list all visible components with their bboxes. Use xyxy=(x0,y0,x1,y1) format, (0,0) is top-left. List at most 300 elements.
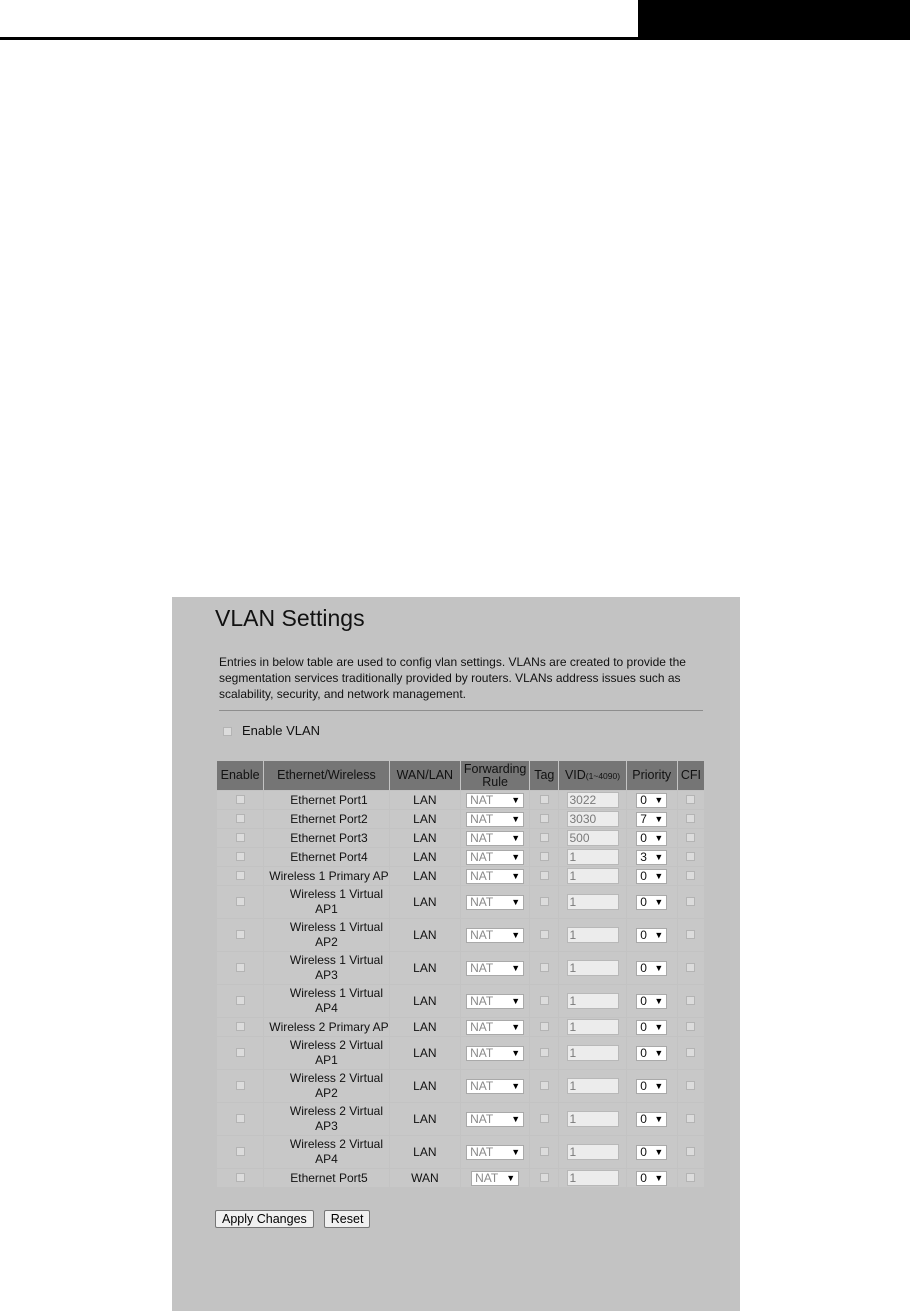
vid-input[interactable]: 1 xyxy=(567,1144,619,1160)
wan-lan-value: LAN xyxy=(390,1037,460,1069)
cfi-cell xyxy=(678,919,704,951)
enable-cell xyxy=(217,1169,263,1187)
table-row xyxy=(217,952,704,984)
port-name-line1: Wireless 1 Virtual xyxy=(289,986,384,1000)
priority-cell xyxy=(627,952,677,984)
vid-cell xyxy=(559,1037,625,1069)
forwarding-rule-value: NAT xyxy=(470,868,494,883)
vid-cell xyxy=(559,1103,625,1135)
forwarding-rule-value: NAT xyxy=(470,1045,494,1060)
forwarding-rule-select[interactable] xyxy=(466,1020,524,1035)
wan-lan-value: LAN xyxy=(390,1070,460,1102)
port-name: Ethernet Port3 xyxy=(264,829,389,847)
priority-select[interactable] xyxy=(636,1171,667,1186)
row-enable-checkbox[interactable] xyxy=(236,930,245,939)
forwarding-rule-value: NAT xyxy=(470,849,494,864)
col-wan-lan-header: WAN/LAN xyxy=(390,761,460,790)
col-cfi-header: CFI xyxy=(678,761,704,790)
tag-cell xyxy=(530,952,558,984)
priority-value: 0 xyxy=(640,894,647,909)
port-name-line2: AP3 xyxy=(315,1119,338,1133)
dropdown-arrow-icon: ▼ xyxy=(511,1080,521,1091)
forwarding-rule-select[interactable] xyxy=(466,812,524,827)
wan-lan-value: LAN xyxy=(390,1103,460,1135)
vid-input[interactable]: 1 xyxy=(567,1170,619,1186)
wan-lan-value: LAN xyxy=(390,791,460,809)
dropdown-arrow-icon: ▼ xyxy=(511,813,521,824)
port-name xyxy=(264,985,389,1017)
tag-checkbox[interactable] xyxy=(540,814,549,823)
row-enable-checkbox[interactable] xyxy=(236,814,245,823)
tag-cell xyxy=(530,886,558,918)
priority-cell xyxy=(627,1018,677,1036)
port-name-line2: AP4 xyxy=(315,1152,338,1166)
dropdown-arrow-icon: ▼ xyxy=(654,1172,664,1183)
forwarding-cell xyxy=(461,810,529,828)
table-row xyxy=(217,1070,704,1102)
forwarding-rule-select[interactable] xyxy=(466,961,524,976)
dropdown-arrow-icon: ▼ xyxy=(654,1080,664,1091)
table-header-row xyxy=(217,761,704,790)
page-title: VLAN Settings xyxy=(215,605,365,631)
dropdown-arrow-icon: ▼ xyxy=(511,929,521,940)
dropdown-arrow-icon: ▼ xyxy=(506,1172,516,1183)
priority-select[interactable] xyxy=(636,812,667,827)
vid-cell xyxy=(559,919,625,951)
vid-cell xyxy=(559,848,625,866)
tag-checkbox[interactable] xyxy=(540,1173,549,1182)
forwarding-cell xyxy=(461,791,529,809)
enable-cell xyxy=(217,1103,263,1135)
vid-input[interactable]: 3022 xyxy=(567,792,619,808)
cfi-cell xyxy=(678,1169,704,1187)
cfi-cell xyxy=(678,810,704,828)
tag-checkbox[interactable] xyxy=(540,795,549,804)
dropdown-arrow-icon: ▼ xyxy=(511,962,521,973)
port-name-line2: AP2 xyxy=(315,935,338,949)
vid-input[interactable]: 1 xyxy=(567,927,619,943)
forwarding-rule-value: NAT xyxy=(470,927,494,942)
dropdown-arrow-icon: ▼ xyxy=(654,794,664,805)
tag-cell xyxy=(530,1070,558,1102)
dropdown-arrow-icon: ▼ xyxy=(511,995,521,1006)
table-row xyxy=(217,829,704,847)
forwarding-rule-value: NAT xyxy=(470,1078,494,1093)
table-row xyxy=(217,1103,704,1135)
port-name: Ethernet Port2 xyxy=(264,810,389,828)
header-rule xyxy=(0,37,910,40)
forwarding-rule-select[interactable] xyxy=(466,928,524,943)
vid-input[interactable]: 500 xyxy=(567,830,619,846)
priority-value: 0 xyxy=(640,1111,647,1126)
forwarding-rule-value: NAT xyxy=(470,1019,494,1034)
vid-cell xyxy=(559,867,625,885)
cfi-cell xyxy=(678,1037,704,1069)
enable-cell xyxy=(217,848,263,866)
cfi-checkbox[interactable] xyxy=(686,897,695,906)
forwarding-rule-value: NAT xyxy=(470,960,494,975)
reset-button[interactable]: Reset xyxy=(324,1210,371,1228)
forwarding-rule-select[interactable] xyxy=(466,793,524,808)
priority-select[interactable] xyxy=(636,1020,667,1035)
forwarding-cell xyxy=(461,1169,529,1187)
forwarding-rule-value: NAT xyxy=(470,993,494,1008)
wan-lan-value: LAN xyxy=(390,810,460,828)
priority-select[interactable] xyxy=(636,928,667,943)
header-black-block xyxy=(638,0,910,39)
cfi-cell xyxy=(678,1018,704,1036)
row-enable-checkbox[interactable] xyxy=(236,996,245,1005)
vid-input[interactable]: 1 xyxy=(567,868,619,884)
cfi-checkbox[interactable] xyxy=(686,852,695,861)
enable-vlan-checkbox[interactable] xyxy=(223,727,232,736)
table-row xyxy=(217,848,704,866)
enable-cell xyxy=(217,867,263,885)
vid-cell xyxy=(559,791,625,809)
priority-select[interactable] xyxy=(636,869,667,884)
port-name-line1: Wireless 1 Virtual xyxy=(289,953,384,967)
forwarding-cell xyxy=(461,1018,529,1036)
row-enable-checkbox[interactable] xyxy=(236,1081,245,1090)
forwarding-cell xyxy=(461,985,529,1017)
port-name xyxy=(264,1070,389,1102)
col-enable-header: Enable xyxy=(217,761,263,790)
enable-cell xyxy=(217,1070,263,1102)
priority-select[interactable] xyxy=(636,850,667,865)
port-name xyxy=(264,1136,389,1168)
priority-value: 0 xyxy=(640,1170,647,1185)
priority-cell xyxy=(627,867,677,885)
port-name: Wireless 1 Primary AP xyxy=(264,867,389,885)
enable-cell xyxy=(217,919,263,951)
dropdown-arrow-icon: ▼ xyxy=(654,995,664,1006)
row-enable-checkbox[interactable] xyxy=(236,1022,245,1031)
wan-lan-value: LAN xyxy=(390,886,460,918)
port-name xyxy=(264,1103,389,1135)
tag-checkbox[interactable] xyxy=(540,1147,549,1156)
enable-cell xyxy=(217,886,263,918)
table-row xyxy=(217,1018,704,1036)
tag-checkbox[interactable] xyxy=(540,897,549,906)
cfi-checkbox[interactable] xyxy=(686,1147,695,1156)
vid-cell xyxy=(559,1070,625,1102)
port-name-line1: Wireless 1 Virtual xyxy=(289,887,384,901)
priority-cell xyxy=(627,886,677,918)
forwarding-rule-value: NAT xyxy=(470,1144,494,1159)
tag-cell xyxy=(530,1037,558,1069)
vid-cell xyxy=(559,829,625,847)
port-name xyxy=(264,1037,389,1069)
vid-cell xyxy=(559,810,625,828)
vid-cell xyxy=(559,952,625,984)
port-name: Ethernet Port1 xyxy=(264,791,389,809)
forwarding-rule-select[interactable] xyxy=(466,850,524,865)
cfi-checkbox[interactable] xyxy=(686,1081,695,1090)
row-enable-checkbox[interactable] xyxy=(236,1173,245,1182)
priority-select[interactable] xyxy=(636,1145,667,1160)
dropdown-arrow-icon: ▼ xyxy=(511,896,521,907)
page-description: Entries in below table are used to config vlan settings. VLANs are created to provide the segmentation services traditionally provided by routers. VLANs address issues such as scalability, security, and network management. xyxy=(219,655,686,701)
vlan-table xyxy=(216,760,705,1188)
priority-cell xyxy=(627,810,677,828)
priority-value: 0 xyxy=(640,1144,647,1159)
row-enable-checkbox[interactable] xyxy=(236,897,245,906)
tag-checkbox[interactable] xyxy=(540,871,549,880)
tag-checkbox[interactable] xyxy=(540,930,549,939)
row-enable-checkbox[interactable] xyxy=(236,1147,245,1156)
tag-cell xyxy=(530,1169,558,1187)
priority-select[interactable] xyxy=(636,994,667,1009)
forwarding-rule-select[interactable] xyxy=(466,1079,524,1094)
priority-value: 0 xyxy=(640,927,647,942)
dropdown-arrow-icon: ▼ xyxy=(654,1047,664,1058)
wan-lan-value: LAN xyxy=(390,1018,460,1036)
vid-cell xyxy=(559,1136,625,1168)
dropdown-arrow-icon: ▼ xyxy=(511,794,521,805)
port-name-line1: Wireless 2 Virtual xyxy=(289,1071,384,1085)
cfi-cell xyxy=(678,952,704,984)
priority-select[interactable] xyxy=(636,1079,667,1094)
tag-checkbox[interactable] xyxy=(540,1114,549,1123)
priority-select[interactable] xyxy=(636,793,667,808)
tag-checkbox[interactable] xyxy=(540,1048,549,1057)
table-row xyxy=(217,867,704,885)
tag-checkbox[interactable] xyxy=(540,1022,549,1031)
cfi-cell xyxy=(678,886,704,918)
port-name-line2: AP1 xyxy=(315,902,338,916)
vid-input[interactable]: 1 xyxy=(567,1078,619,1094)
cfi-checkbox[interactable] xyxy=(686,1048,695,1057)
port-name-line2: AP1 xyxy=(315,1053,338,1067)
table-row xyxy=(217,919,704,951)
dropdown-arrow-icon: ▼ xyxy=(654,1146,664,1157)
priority-value: 0 xyxy=(640,792,647,807)
forwarding-cell xyxy=(461,867,529,885)
priority-value: 0 xyxy=(640,960,647,975)
dropdown-arrow-icon: ▼ xyxy=(511,1113,521,1124)
forwarding-rule-value: NAT xyxy=(470,811,494,826)
enable-cell xyxy=(217,985,263,1017)
vid-cell xyxy=(559,985,625,1017)
priority-cell xyxy=(627,1103,677,1135)
action-buttons xyxy=(215,1210,380,1228)
dropdown-arrow-icon: ▼ xyxy=(511,1047,521,1058)
forwarding-cell xyxy=(461,919,529,951)
priority-value: 0 xyxy=(640,830,647,845)
vid-input[interactable]: 1 xyxy=(567,894,619,910)
tag-cell xyxy=(530,1103,558,1135)
forwarding-rule-select[interactable] xyxy=(466,869,524,884)
dropdown-arrow-icon: ▼ xyxy=(654,1113,664,1124)
port-name-line2: AP2 xyxy=(315,1086,338,1100)
tag-cell xyxy=(530,1018,558,1036)
tag-cell xyxy=(530,848,558,866)
vid-input[interactable]: 3030 xyxy=(567,811,619,827)
wan-lan-value: LAN xyxy=(390,985,460,1017)
tag-cell xyxy=(530,829,558,847)
forwarding-cell xyxy=(461,886,529,918)
vid-input[interactable]: 1 xyxy=(567,1019,619,1035)
priority-select[interactable] xyxy=(636,895,667,910)
port-name: Ethernet Port4 xyxy=(264,848,389,866)
port-name xyxy=(264,952,389,984)
col-tag-header: Tag xyxy=(530,761,558,790)
table-row xyxy=(217,791,704,809)
cfi-checkbox[interactable] xyxy=(686,833,695,842)
divider xyxy=(219,710,703,711)
forwarding-label: Forwarding xyxy=(463,761,527,776)
dropdown-arrow-icon: ▼ xyxy=(654,832,664,843)
port-name-line1: Wireless 1 Virtual xyxy=(289,920,384,934)
vid-input[interactable]: 1 xyxy=(567,993,619,1009)
wan-lan-value: LAN xyxy=(390,952,460,984)
vlan-settings-panel xyxy=(172,597,740,1311)
priority-value: 0 xyxy=(640,1019,647,1034)
cfi-checkbox[interactable] xyxy=(686,963,695,972)
forwarding-rule-value: NAT xyxy=(470,830,494,845)
row-enable-checkbox[interactable] xyxy=(236,795,245,804)
cfi-checkbox[interactable] xyxy=(686,795,695,804)
table-row xyxy=(217,886,704,918)
enable-cell xyxy=(217,1136,263,1168)
vid-range-label: (1~4090) xyxy=(585,770,621,781)
row-enable-checkbox[interactable] xyxy=(236,833,245,842)
priority-cell xyxy=(627,1037,677,1069)
row-enable-checkbox[interactable] xyxy=(236,1114,245,1123)
tag-checkbox[interactable] xyxy=(540,1081,549,1090)
col-vid-header xyxy=(559,761,625,790)
port-name-line1: Wireless 2 Virtual xyxy=(289,1137,384,1151)
enable-cell xyxy=(217,829,263,847)
col-forwarding-rule-header xyxy=(461,761,529,790)
forwarding-rule-value: NAT xyxy=(470,894,494,909)
tag-checkbox[interactable] xyxy=(540,833,549,842)
priority-select[interactable] xyxy=(636,831,667,846)
wan-lan-value: LAN xyxy=(390,848,460,866)
port-name xyxy=(264,919,389,951)
col-priority-header: Priority xyxy=(627,761,677,790)
row-enable-checkbox[interactable] xyxy=(236,963,245,972)
row-enable-checkbox[interactable] xyxy=(236,852,245,861)
port-name-line1: Wireless 2 Virtual xyxy=(289,1038,384,1052)
cfi-checkbox[interactable] xyxy=(686,814,695,823)
dropdown-arrow-icon: ▼ xyxy=(654,1021,664,1032)
cfi-cell xyxy=(678,791,704,809)
apply-changes-button[interactable]: Apply Changes xyxy=(215,1210,314,1228)
dropdown-arrow-icon: ▼ xyxy=(511,832,521,843)
priority-value: 0 xyxy=(640,993,647,1008)
table-row xyxy=(217,1136,704,1168)
cfi-checkbox[interactable] xyxy=(686,871,695,880)
wan-lan-value: LAN xyxy=(390,867,460,885)
forwarding-rule-select[interactable] xyxy=(466,994,524,1009)
enable-cell xyxy=(217,810,263,828)
vid-input[interactable]: 1 xyxy=(567,1045,619,1061)
row-enable-checkbox[interactable] xyxy=(236,1048,245,1057)
table-row xyxy=(217,810,704,828)
port-name-line2: AP3 xyxy=(315,968,338,982)
wan-lan-value: WAN xyxy=(390,1169,460,1187)
forwarding-rule-value: NAT xyxy=(475,1170,499,1185)
dropdown-arrow-icon: ▼ xyxy=(654,870,664,881)
priority-cell xyxy=(627,829,677,847)
vid-input[interactable]: 1 xyxy=(567,1111,619,1127)
vid-label: VID xyxy=(564,767,586,782)
priority-value: 0 xyxy=(640,1078,647,1093)
cfi-checkbox[interactable] xyxy=(686,1114,695,1123)
priority-value: 3 xyxy=(640,849,647,864)
forwarding-cell xyxy=(461,1136,529,1168)
port-name xyxy=(264,886,389,918)
tag-cell xyxy=(530,791,558,809)
priority-select[interactable] xyxy=(636,1046,667,1061)
wan-lan-value: LAN xyxy=(390,829,460,847)
priority-value: 0 xyxy=(640,868,647,883)
vid-cell xyxy=(559,886,625,918)
row-enable-checkbox[interactable] xyxy=(236,871,245,880)
priority-value: 0 xyxy=(640,1045,647,1060)
cfi-checkbox[interactable] xyxy=(686,930,695,939)
tag-checkbox[interactable] xyxy=(540,852,549,861)
priority-cell xyxy=(627,1070,677,1102)
table-row xyxy=(217,1037,704,1069)
priority-value: 7 xyxy=(640,811,647,826)
forwarding-rule-select[interactable] xyxy=(466,1046,524,1061)
dropdown-arrow-icon: ▼ xyxy=(654,896,664,907)
cfi-cell xyxy=(678,867,704,885)
priority-cell xyxy=(627,848,677,866)
table-row xyxy=(217,1169,704,1187)
forwarding-cell xyxy=(461,829,529,847)
forwarding-rule-select[interactable] xyxy=(466,831,524,846)
cfi-cell xyxy=(678,829,704,847)
tag-cell xyxy=(530,919,558,951)
forwarding-rule-value: NAT xyxy=(470,1111,494,1126)
vid-input[interactable]: 1 xyxy=(567,849,619,865)
dropdown-arrow-icon: ▼ xyxy=(511,870,521,881)
cfi-checkbox[interactable] xyxy=(686,1173,695,1182)
forwarding-rule-select[interactable] xyxy=(471,1171,519,1186)
priority-select[interactable] xyxy=(636,961,667,976)
forwarding-rule-select[interactable] xyxy=(466,895,524,910)
dropdown-arrow-icon: ▼ xyxy=(654,962,664,973)
wan-lan-value: LAN xyxy=(390,1136,460,1168)
cfi-checkbox[interactable] xyxy=(686,1022,695,1031)
port-name-line1: Wireless 2 Virtual xyxy=(289,1104,384,1118)
dropdown-arrow-icon: ▼ xyxy=(511,851,521,862)
cfi-cell xyxy=(678,985,704,1017)
cfi-cell xyxy=(678,848,704,866)
enable-cell xyxy=(217,952,263,984)
vid-input[interactable]: 1 xyxy=(567,960,619,976)
forwarding-cell xyxy=(461,1070,529,1102)
tag-checkbox[interactable] xyxy=(540,996,549,1005)
tag-checkbox[interactable] xyxy=(540,963,549,972)
cfi-cell xyxy=(678,1070,704,1102)
port-name-line2: AP4 xyxy=(315,1001,338,1015)
forwarding-cell xyxy=(461,1037,529,1069)
rule-label: Rule xyxy=(482,774,508,789)
tag-cell xyxy=(530,985,558,1017)
cfi-cell xyxy=(678,1103,704,1135)
vid-cell xyxy=(559,1169,625,1187)
forwarding-rule-select[interactable] xyxy=(466,1112,524,1127)
forwarding-rule-select[interactable] xyxy=(466,1145,524,1160)
cfi-checkbox[interactable] xyxy=(686,996,695,1005)
priority-select[interactable] xyxy=(636,1112,667,1127)
priority-cell xyxy=(627,919,677,951)
enable-vlan-label: Enable VLAN xyxy=(242,723,321,738)
